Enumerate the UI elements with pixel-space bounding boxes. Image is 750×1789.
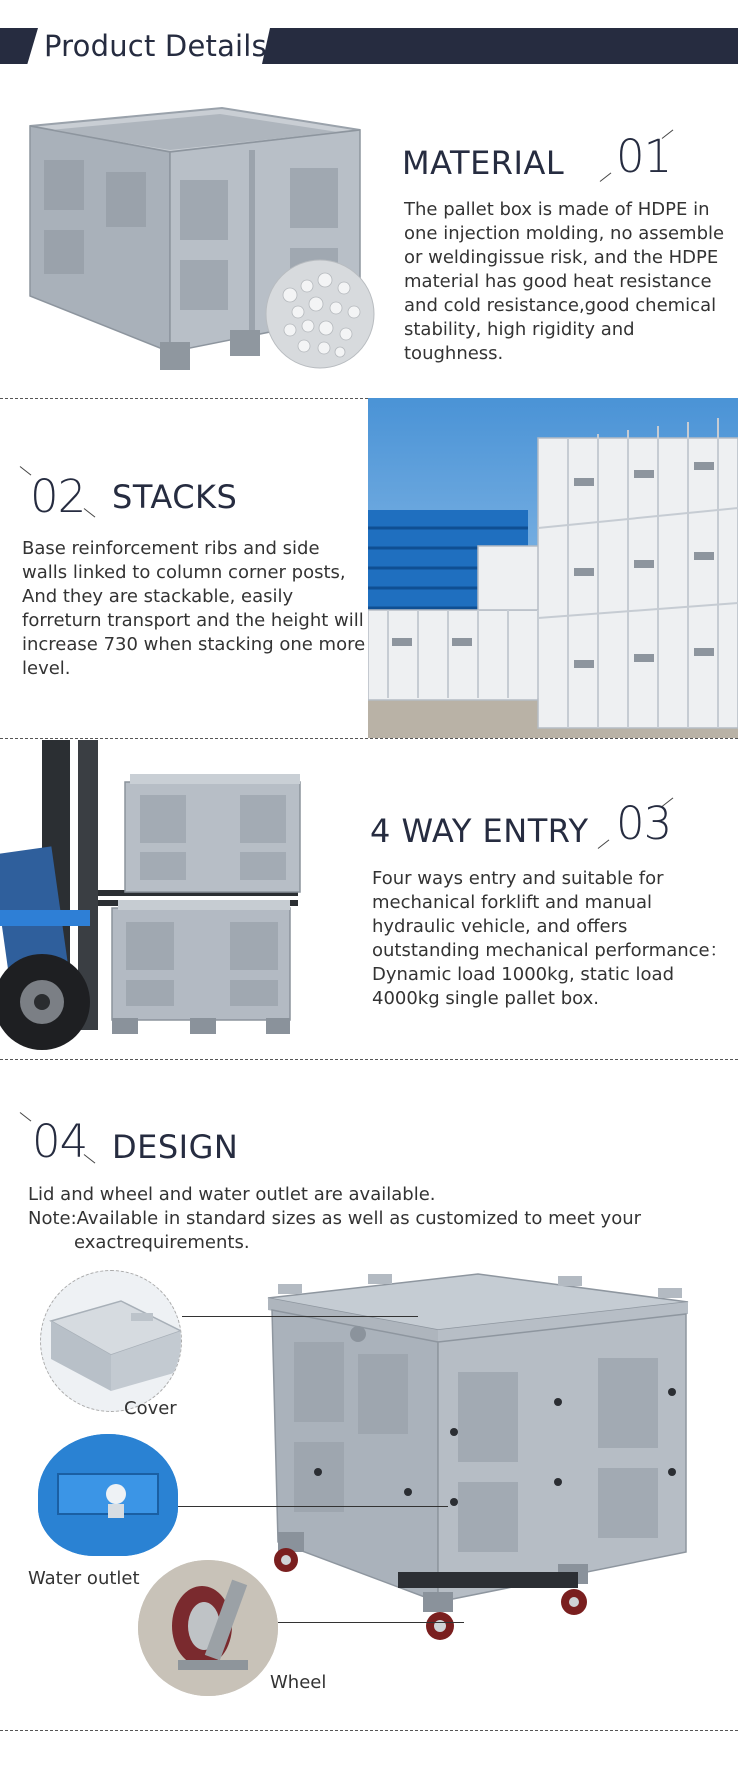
wheel-label: Wheel [270,1672,327,1693]
section-number-01: 01 [616,130,672,183]
section-divider [0,738,738,739]
cover-connector [182,1316,418,1317]
water-outlet-connector [178,1506,448,1507]
header-bar-right [262,28,738,64]
section-divider [0,1730,738,1731]
material-image [20,90,390,380]
section-divider [0,1059,738,1060]
forklift-image [0,740,310,1052]
water-outlet-callout-image [38,1434,178,1556]
header-bar-left [0,28,38,64]
section-number-03: 03 [616,797,672,850]
design-text-line1: Lid and wheel and water outlet are available. [28,1184,436,1205]
wheel-callout-image [138,1560,278,1696]
section-number-02: 02 [30,470,86,523]
slash-decoration [600,172,612,181]
section-number-04: 04 [32,1115,88,1168]
section-text-4-way-entry: Four ways entry and suitable for mechanical forklift and manual hydraulic vehicle, and offers outstanding mechanical performance：Dynamic load 1000kg, static load 4000kg single pallet box. [372,868,728,1009]
page-title: Product Details [44,29,267,63]
section-title-design: DESIGN [112,1128,239,1166]
stacks-image [368,398,738,738]
slash-decoration [84,508,96,517]
section-title-material: MATERIAL [402,144,565,182]
slash-decoration [598,839,610,848]
design-text-line2: Note:Available in standard sizes as well as customized to meet your [28,1208,642,1229]
section-text-stacks: Base reinforcement ribs and side walls linked to column corner posts, And they are stackable, easily forreturn transport and the height will increase 730 when stacking one more level. [22,538,366,679]
cover-label: Cover [124,1398,177,1419]
design-text-line3: exactrequirements. [74,1232,250,1253]
wheel-connector [278,1622,464,1623]
section-title-stacks: STACKS [112,478,238,516]
design-box-image [258,1262,698,1642]
cover-callout-image [40,1270,182,1412]
slash-decoration [20,1112,32,1121]
section-text-material: The pallet box is made of HDPE in one injection molding, no assemble or weldingissue risk, and the HDPE material has good heat resistance and cold resistance,good chemical stability, high rigidity and toughness. [404,199,725,364]
water-outlet-label: Water outlet [28,1568,140,1589]
page-header [0,28,738,64]
section-title-4-way-entry: 4 WAY ENTRY [370,812,589,850]
